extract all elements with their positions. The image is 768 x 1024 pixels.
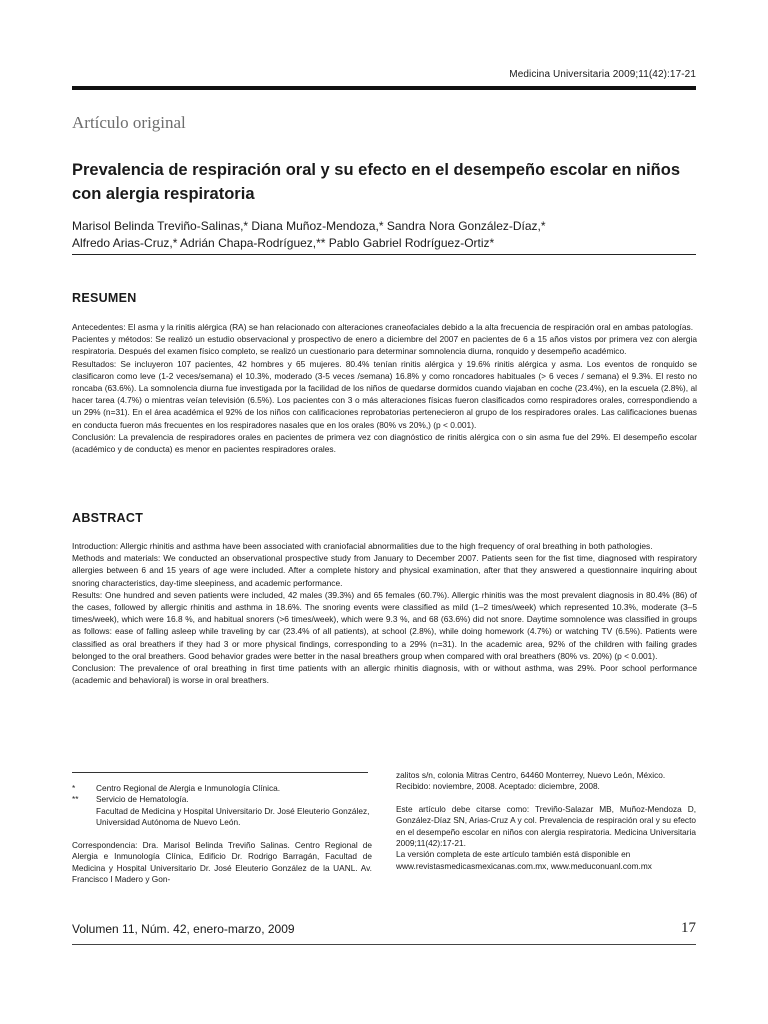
abstract-heading: ABSTRACT xyxy=(72,511,144,525)
resumen-heading: RESUMEN xyxy=(72,291,137,305)
article-title: Prevalencia de respiración oral y su efecto en el desempeño escolar en niños con alergia respiratoria xyxy=(72,161,680,203)
resumen-antecedentes: Antecedentes: El asma y la rinitis alérgica (RA) se han relacionado con alteraciones craneofaciales debido a la alta frecuencia de respiración oral en ambas patologías. xyxy=(72,322,694,332)
correspondence-note: Correspondencia: Dra. Marisol Belinda Treviño Salinas. Centro Regional de Alergia e Inmunología Clínica, Edificio Dr. Rodrigo Barragán, Facultad de Medicina y Hospital Universitario Dr. José Eleuterio González de la UANL. Av. Francisco I Madero y Gon- xyxy=(72,840,372,885)
abstract-introduction: Introduction: Allergic rhinitis and asthma have been associated with craniofacial abnormalities due to the high frequency of oral breathing in both pathologies. xyxy=(72,541,653,551)
correspondence-continuation: zalitos s/n, colonia Mitras Centro, 64460 Monterrey, Nuevo León, México. xyxy=(396,770,666,780)
affiliation-2-text: Servicio de Hematología. xyxy=(96,794,189,805)
resumen-conclusion: Conclusión: La prevalencia de respiradores orales en pacientes de primera vez con diagnóstico de rinitis alérgica con o sin asma fue del 29%. El desempeño escolar (académico y de conducta) es menor en pacientes respiradores orales. xyxy=(72,431,697,455)
affiliation-2 xyxy=(72,794,372,805)
affiliation-institution-row xyxy=(72,806,372,829)
abstract-conclusion: Conclusion: The prevalence of oral breathing in first time patients with an allergic rhinitis diagnosis, with or without asthma, was 29%. Poor school performance (academic and behavioral) is worse in oral breathers. xyxy=(72,663,697,686)
abstract-methods: Methods and materials: We conducted an observational prospective study from January to December 2007. Patients seen for the fist time, diagnosed with respiratory allergies between 6 and 15 years of age were included. After a complete history and physical examination, after that they answered a questionnaire inquiring about snoring characteristics, day-time sleepiness, and academic performance. xyxy=(72,553,697,588)
received-dates: Recibido: noviembre, 2008. Aceptado: diciembre, 2008. xyxy=(396,781,600,792)
journal-reference: Medicina Universitaria 2009;11(42):17-21 xyxy=(509,69,696,80)
page-number: 17 xyxy=(681,920,696,936)
resumen-body xyxy=(72,321,697,455)
volume-info: Volumen 11, Núm. 42, enero-marzo, 2009 xyxy=(72,922,295,936)
resumen-resultados: Resultados: Se incluyeron 107 pacientes, 42 hombres y 65 mujeres. 80.4% tenían rinitis alérgica y 19.6% rinitis alérgica y asma. Los eventos de ronquido se clasificaron como leve (1-2 veces/semana) el 10.3%, moderado (3-5 veces /semana) 16.8% y como roncadores habituales (> 6 veces / semana) el 9.3%. El resto no roncaba (63.6%). La somnolencia diurna fue investigada por la facilidad de los niños de quedarse dormidos cuando viajaban en coche (23.4%), en la escuela (2.8%), al hacer tarea (4.7%) o mientras veían televisión (6.5%). Los pacientes con 3 o más alteraciones físicas fueron clasificados como respiradores orales, correspondiendo a un 29% (n=31). En el área académica el 92% de los niños con calificaciones reprobatorias pertenecieron al grupo de los respiradores orales. Las calificaciones buenas en conducta fueron más frecuentes en los respiradores nasales que en los orales (80% vs 20%,) (p < 0.001). xyxy=(72,358,697,430)
affiliation-2-mark: ** xyxy=(72,794,79,805)
affiliations xyxy=(72,783,372,829)
author-line-2: Alfredo Arias-Cruz,* Adrián Chapa-Rodríguez,** Pablo Gabriel Rodríguez-Ortiz* xyxy=(72,236,495,250)
affiliation-institution: Facultad de Medicina y Hospital Universitario Dr. José Eleuterio González, Universidad Autónoma de Nuevo León. xyxy=(96,805,370,828)
citation-note: Este artículo debe citarse como: Treviño-Salazar MB, Muñoz-Mendoza D, González-Díaz SN, Arias-Cruz A y col. Prevalencia de respiración oral y su efecto en el desempeño escolar en niños con alergia respiratoria. Medicina Universitaria 2009;11(42):17-21. xyxy=(396,803,696,849)
affiliation-1-mark: * xyxy=(72,783,76,793)
article-type-label: Artículo original xyxy=(72,113,186,132)
footer-rule xyxy=(72,944,696,945)
abstract-results: Results: One hundred and seven patients were included, 42 males (39.3%) and 65 females (60.7%). Allergic rhinitis was the most prevalent diagnosis in 80.4% (86) of the cases, followed by allergic rhinitis and asthma in 18.6%. The snoring events were classified as mild (1–2 times/week) which represented 10.3%, moderate (3–5 times/week), which were 16.8 %, and habitual snorers (>6 times/week), which were 9.3 %, and 68 (63.6%) did not snore. Daytime somnolence was classified in groups as follows: ease of falling asleep while traveling by car (23.4% of all patients), at school (2.8%), while doing homework (4.7%) or watching TV (6.5%). Patients were classified as oral breathers if they had 3 or more physical findings, corresponding to a 29% (n=31). In the academic area, 92% of the children with failing grades belonged to the oral breathers. Good behavior grades were better in the nasal breathers group when compared with oral breathers (80% vs. 20%) (p < 0.001). xyxy=(72,589,697,661)
author-list xyxy=(72,218,696,252)
footnotes-right-column xyxy=(396,770,696,872)
header-rule xyxy=(72,86,696,90)
author-line-1: Marisol Belinda Treviño-Salinas,* Diana Muñoz-Mendoza,* Sandra Nora González-Díaz,* xyxy=(72,219,546,233)
resumen-metodos: Pacientes y métodos: Se realizó un estudio observacional y prospectivo de enero a diciembre del 2007 en pacientes de 6 a 15 años vistos por primera vez con alergia respiratoria. Después del examen físico completo, se realizó un cuestionario para determinar somnolencia diurna, ronquido y desempeño académico. xyxy=(72,334,697,357)
abstract-body xyxy=(72,540,697,686)
authors-divider xyxy=(72,254,696,255)
footnote-rule xyxy=(72,772,368,773)
affiliation-1 xyxy=(72,783,372,794)
affiliation-1-text: Centro Regional de Alergia e Inmunología Clínica. xyxy=(96,783,281,793)
online-availability: La versión completa de este artículo también está disponible en www.revistasmedicasmexicanas.com.mx, www.meduconuanl.com.mx xyxy=(396,849,652,871)
